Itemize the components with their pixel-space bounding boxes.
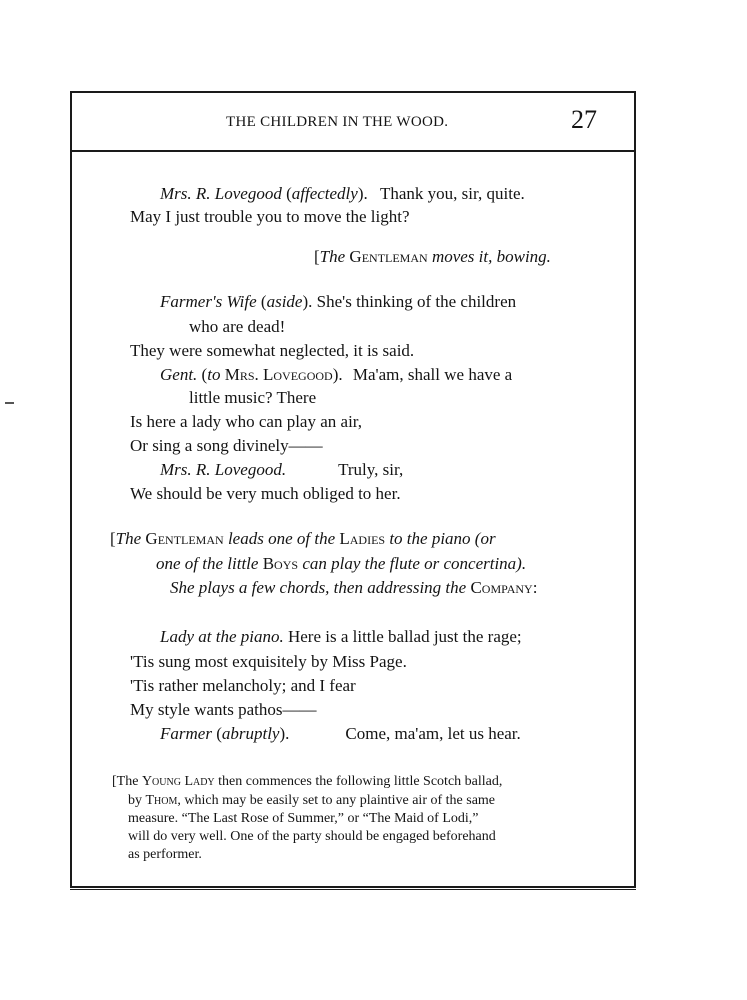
dialogue-text: Thank you, sir, quite. bbox=[380, 184, 525, 203]
direction-text: She plays a few chords, then addressing the bbox=[170, 578, 467, 597]
speaker-name: Mrs. R. Lovegood bbox=[160, 184, 282, 203]
character-name: Mrs. Lovegood bbox=[224, 365, 333, 384]
line-17: 'Tis sung most exquisitely by Miss Page. bbox=[130, 652, 407, 671]
speaker-name: Farmer bbox=[160, 724, 212, 743]
direction-text: leads one of the bbox=[227, 529, 336, 548]
line-19: My style wants pathos—— bbox=[130, 700, 317, 719]
dialogue-text: She's thinking of the children bbox=[316, 292, 517, 311]
note-line-3: measure. “The Last Rose of Summer,” or “The Maid of Lodi,” bbox=[128, 811, 479, 826]
line-7: Gent. (to Mrs. Lovegood). Ma'am, shall we have a bbox=[160, 365, 513, 384]
note-line-1 bbox=[112, 775, 502, 789]
line-14-stage-direction bbox=[156, 555, 526, 572]
line-5: who are dead! bbox=[189, 317, 286, 336]
direction-word: The bbox=[115, 529, 142, 548]
speaker-name: Farmer's Wife bbox=[160, 292, 257, 311]
line-16 bbox=[160, 628, 522, 645]
stage-direction: affectedly bbox=[291, 184, 358, 203]
line-18: 'Tis rather melancholy; and I fear bbox=[130, 676, 356, 695]
character-name: Gentleman bbox=[349, 247, 428, 266]
direction-text: one of the little bbox=[156, 554, 259, 573]
direction-text: moves it, bowing. bbox=[431, 247, 551, 266]
dialogue-text: Come, ma'am, let us hear. bbox=[345, 724, 521, 743]
direction-word: The bbox=[319, 247, 346, 266]
line-2: May I just trouble you to move the light? bbox=[130, 207, 410, 226]
header-rule bbox=[72, 150, 634, 152]
character-name: Young bbox=[141, 774, 181, 789]
line-1: Mrs. R. Lovegood (affectedly). Thank you, sir, quite. bbox=[160, 184, 525, 203]
line-4: Farmer's Wife (aside). She's thinking of the children bbox=[160, 292, 517, 311]
line-9: Is here a lady who can play an air, bbox=[130, 412, 363, 431]
line-10: Or sing a song divinely—— bbox=[130, 436, 323, 455]
line-15-stage-direction: She plays a few chords, then addressing the Company: bbox=[170, 578, 538, 597]
character-name: Boys bbox=[262, 554, 299, 573]
speaker-name: Mrs. R. Lovegood. bbox=[160, 460, 287, 479]
page-number: 27 bbox=[571, 105, 597, 134]
speaker-name: Lady at the piano. bbox=[160, 627, 284, 646]
stray-mark bbox=[5, 402, 14, 404]
stage-direction: to bbox=[207, 365, 221, 384]
stage-direction: abruptly bbox=[221, 724, 280, 743]
direction-text: to the piano (or bbox=[389, 529, 496, 548]
dialogue-text: Here is a little ballad just the rage; bbox=[287, 627, 522, 646]
note-line-4: will do very well. One of the party should be engaged beforehand bbox=[128, 829, 496, 844]
direction-text: can play the flute or concertina). bbox=[302, 554, 527, 573]
running-head: THE CHILDREN IN THE WOOD. bbox=[226, 114, 449, 130]
note-text: , which may be easily set to any plaintive air of the same bbox=[177, 793, 496, 808]
line-3-stage-direction: [The Gentleman moves it, bowing. bbox=[314, 247, 551, 266]
character-name: Gentleman bbox=[145, 529, 224, 548]
note-line-5: as performer. bbox=[128, 847, 202, 862]
note-text: then commences the following little Scotch ballad, bbox=[218, 774, 503, 789]
author-name: Thom bbox=[145, 793, 178, 808]
note-text: [The bbox=[112, 774, 139, 789]
line-11 bbox=[160, 461, 403, 478]
line-13-stage-direction: [The Gentleman leads one of the Ladies to the piano (or bbox=[110, 529, 496, 548]
speaker-name: Gent. bbox=[160, 365, 198, 384]
stage-direction: aside bbox=[266, 292, 303, 311]
dialogue-text: Ma'am, shall we have a bbox=[352, 365, 513, 384]
character-name: Ladies bbox=[339, 529, 386, 548]
line-8: little music? There bbox=[189, 388, 317, 407]
note-line-2 bbox=[128, 794, 495, 808]
character-name: Company bbox=[470, 578, 533, 597]
character-name: Lady bbox=[184, 774, 215, 789]
note-text: by bbox=[128, 793, 142, 808]
dialogue-text: Truly, sir, bbox=[338, 460, 404, 479]
page-frame-base-rule bbox=[70, 889, 636, 890]
line-20: Farmer (abruptly). Come, ma'am, let us hear. bbox=[160, 724, 521, 743]
line-6: They were somewhat neglected, it is said. bbox=[130, 341, 415, 360]
line-12: We should be very much obliged to her. bbox=[130, 484, 401, 503]
